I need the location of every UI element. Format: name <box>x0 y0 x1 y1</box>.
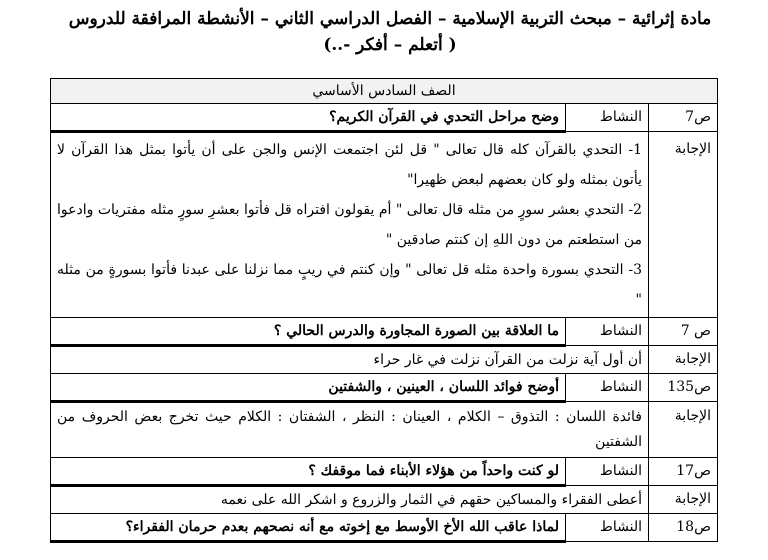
activity-label: النشاط <box>566 104 649 132</box>
answer-text: أن أول آية نزلت من القرآن نزلت في غار حراء <box>51 346 649 374</box>
activities-table <box>50 103 718 543</box>
document-title <box>40 6 740 58</box>
activity-row <box>51 458 718 486</box>
page-number: ص135 <box>649 374 718 402</box>
activity-label: النشاط <box>566 374 649 402</box>
answer-point-1: 1- التحدي بالقرآن كله قال تعالى " قل لئن اجتمعت الإنس والجن على أن يأتوا بمثل هذا القرآن لا يأتون بمثله ولو كان بعضهم لبعض ظهيرا" <box>57 142 642 188</box>
answer-point-2: 2- التحدي بعشر سورٍ من مثله قال تعالى " أم يقولون افتراه قل فأتوا بعشرِ سورٍ مثله مفتريات وادعوا من استطعتم من دون اللهِ إن كنتم صادقين " <box>57 202 642 248</box>
activity-question: وضح مراحل التحدي في القرآن الكريم؟ <box>51 104 566 132</box>
activity-question: لماذا عاقب الله الأخ الأوسط مع إخوته مع أنه نصحهم بعدم حرمان الفقراء؟ <box>51 514 566 542</box>
activity-row <box>51 318 718 346</box>
activity-label: النشاط <box>566 514 649 542</box>
activity-label: النشاط <box>566 318 649 346</box>
activity-label: النشاط <box>566 458 649 486</box>
title-line-1: مادة إثرائية – مبحث التربية الإسلامية – الفصل الدراسي الثاني – الأنشطة المرافقة للدروس <box>68 9 712 29</box>
answer-row <box>51 402 718 458</box>
answer-label: الإجابة <box>649 402 718 458</box>
activity-question: أوضح فوائد اللسان ، العينين ، والشفتين <box>51 374 566 402</box>
page-number: ص18 <box>649 514 718 542</box>
answer-label: الإجابة <box>649 132 718 318</box>
page-number: ص7 <box>649 104 718 132</box>
page-number: ص 7 <box>649 318 718 346</box>
activity-row <box>51 514 718 542</box>
answer-row <box>51 132 718 318</box>
grade-header: الصف السادس الأساسي <box>50 78 718 104</box>
answer-label: الإجابة <box>649 346 718 374</box>
activity-row <box>51 104 718 132</box>
activity-question: ما العلاقة بين الصورة المجاورة والدرس الحالي ؟ <box>51 318 566 346</box>
activity-question: لو كنت واحداً من هؤلاء الأبناء فما موقفك ؟ <box>51 458 566 486</box>
answer-point-3: 3- التحدي بسورة واحدة مثله قل تعالى " وإن كنتم في ريبٍ مما نزلنا على عبدنا فأتوا بسورةٍ من مثله " <box>57 262 642 308</box>
answer-row <box>51 346 718 374</box>
answer-text <box>51 132 649 318</box>
answer-text: أعطى الفقراء والمساكين حقهم في الثمار والزروع و اشكر الله على نعمه <box>51 486 649 514</box>
answer-row <box>51 486 718 514</box>
activity-row <box>51 374 718 402</box>
title-line-2: ( أتعلم – أفكر -..) <box>323 35 457 55</box>
page-number: ص17 <box>649 458 718 486</box>
answer-text: فائدة اللسان : التذوق – الكلام ، العينان : النظر ، الشفتان : الكلام حيث تخرج بعض الحروف من الشفتين <box>51 402 649 458</box>
answer-label: الإجابة <box>649 486 718 514</box>
